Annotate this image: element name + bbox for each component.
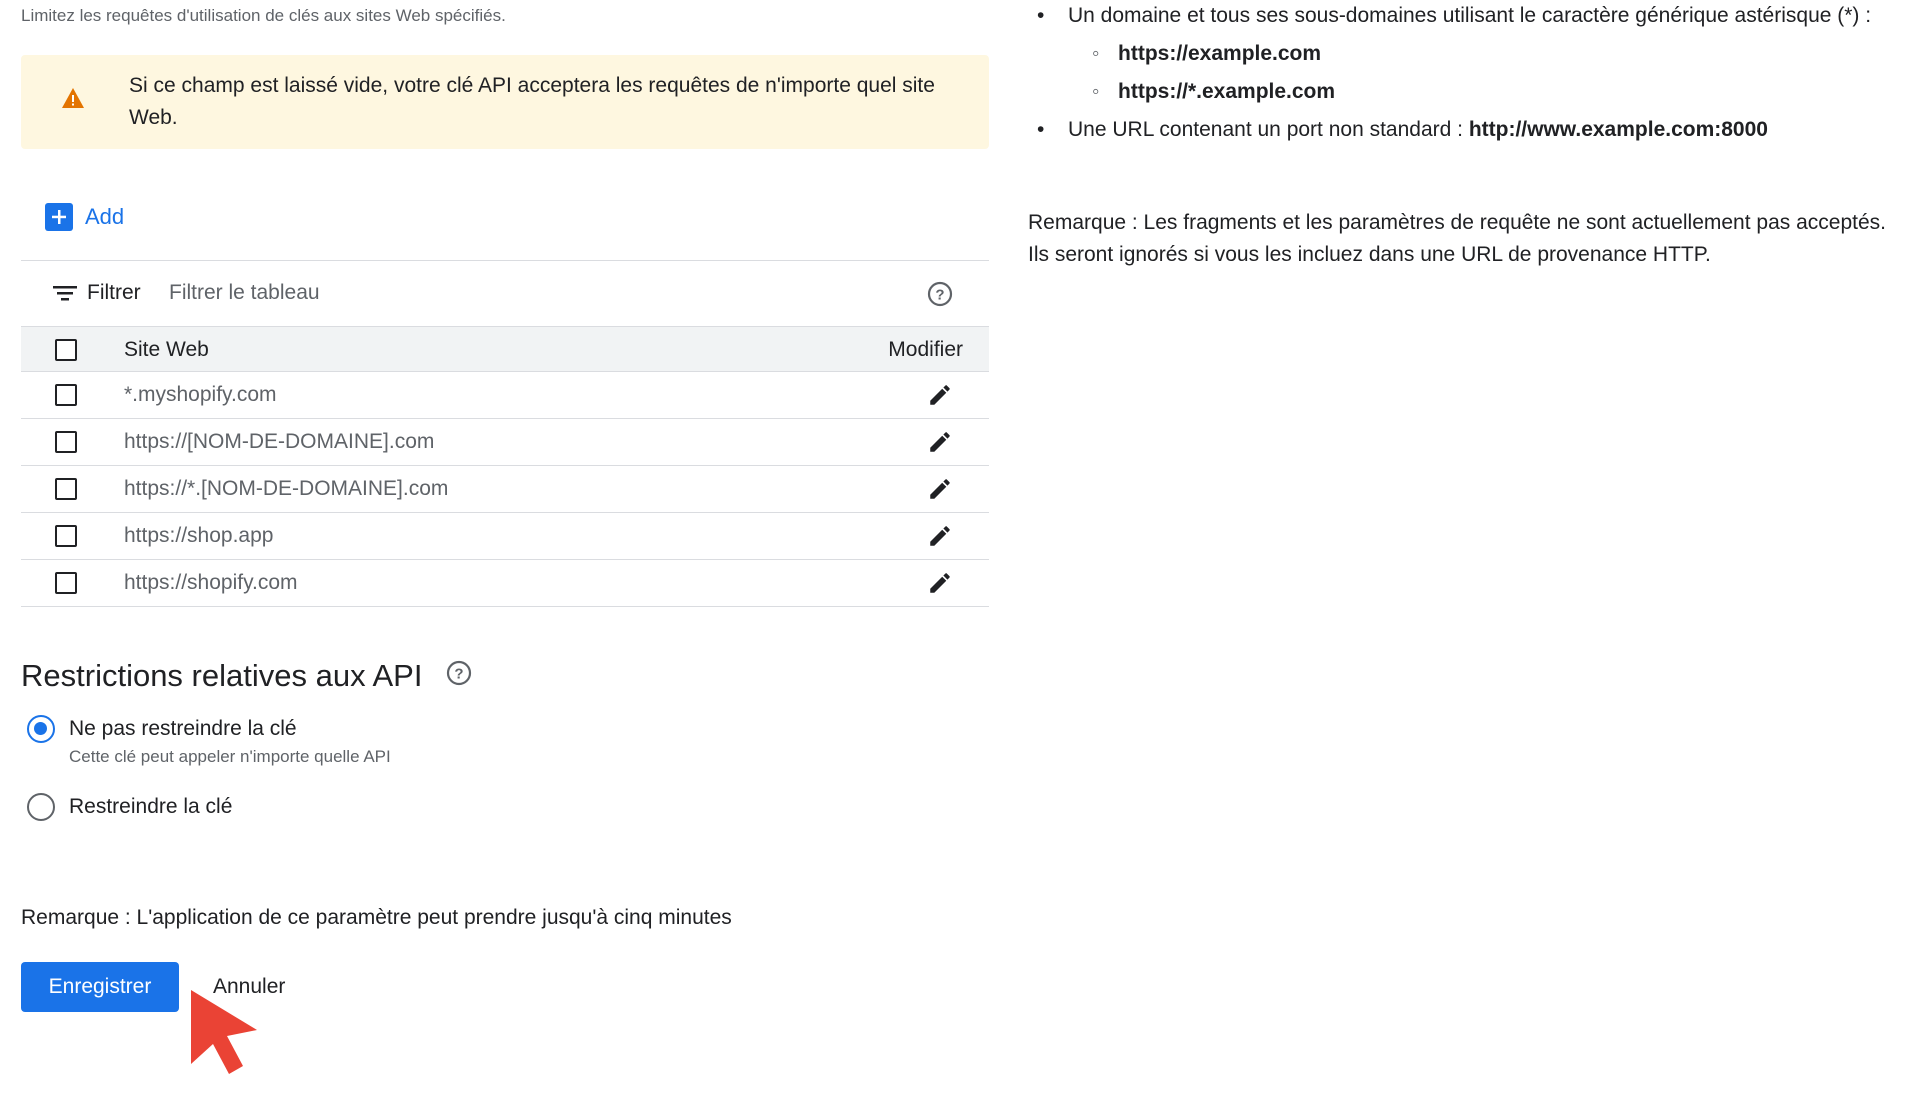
svg-text:?: ? bbox=[454, 665, 465, 683]
warning-triangle-icon bbox=[61, 87, 85, 114]
row-checkbox[interactable] bbox=[55, 384, 77, 406]
propagation-note: Remarque : L'application de ce paramètre peut prendre jusqu'à cinq minutes bbox=[21, 906, 732, 929]
filter-input[interactable] bbox=[169, 277, 769, 309]
row-checkbox[interactable] bbox=[55, 478, 77, 500]
radio-no-restrict[interactable] bbox=[27, 715, 391, 767]
filter-icon bbox=[53, 284, 77, 307]
mouse-pointer-icon bbox=[187, 986, 263, 1083]
filter-label: Filtrer bbox=[87, 281, 141, 304]
radio-button-checked[interactable] bbox=[27, 715, 55, 743]
row-site: https://[NOM-DE-DOMAINE].com bbox=[124, 430, 435, 453]
svg-text:?: ? bbox=[935, 286, 945, 304]
select-all-checkbox[interactable] bbox=[55, 339, 77, 361]
warning-text: Si ce champ est laissé vide, votre clé API acceptera les requêtes de n'importe quel site Web. bbox=[129, 74, 935, 129]
radio-restrict[interactable] bbox=[27, 793, 232, 821]
pencil-icon[interactable] bbox=[927, 523, 953, 554]
pencil-icon[interactable] bbox=[927, 476, 953, 507]
table-header bbox=[21, 326, 989, 372]
pencil-icon[interactable] bbox=[927, 570, 953, 601]
row-checkbox[interactable] bbox=[55, 431, 77, 453]
save-button[interactable]: Enregistrer bbox=[21, 962, 179, 1012]
column-header-site: Site Web bbox=[124, 338, 209, 361]
add-button-label: Add bbox=[85, 204, 125, 229]
websites-table bbox=[21, 260, 989, 607]
radio-restrict-label: Restreindre la clé bbox=[69, 795, 233, 818]
row-checkbox[interactable] bbox=[55, 572, 77, 594]
list-item: ◦ https://*.example.com bbox=[1028, 76, 1888, 108]
help-icon[interactable] bbox=[446, 658, 472, 694]
warning-banner bbox=[21, 55, 989, 149]
fragments-note: Remarque : Les fragments et les paramètres de requête ne sont actuellement pas acceptés. Ils seront ignorés si vous les incluez dans une URL de provenance HTTP. bbox=[1028, 211, 1886, 266]
list-item: ◦ https://example.com bbox=[1028, 38, 1888, 70]
list-item: • Un domaine et tous ses sous-domaines utilisant le caractère générique astérisque (*) : bbox=[1028, 0, 1888, 32]
table-row bbox=[21, 419, 989, 466]
column-header-edit: Modifier bbox=[888, 338, 963, 361]
row-site: https://shop.app bbox=[124, 524, 274, 547]
radio-no-restrict-sub: Cette clé peut appeler n'importe quelle API bbox=[69, 747, 391, 766]
row-checkbox[interactable] bbox=[55, 525, 77, 547]
row-site: https://shopify.com bbox=[124, 571, 298, 594]
table-row bbox=[21, 513, 989, 560]
referrer-hint: Limitez les requêtes d'utilisation de clés aux sites Web spécifiés. bbox=[21, 6, 506, 25]
table-row bbox=[21, 372, 989, 419]
api-restrictions-heading: Restrictions relatives aux API bbox=[21, 658, 423, 693]
row-site: https://*.[NOM-DE-DOMAINE].com bbox=[124, 477, 449, 500]
filter-bar bbox=[21, 260, 989, 326]
referrer-examples bbox=[1028, 0, 1888, 146]
add-button[interactable] bbox=[45, 203, 124, 231]
port-example-prefix: Une URL contenant un port non standard : bbox=[1068, 118, 1469, 141]
api-restrictions-title bbox=[21, 658, 472, 694]
radio-button-unchecked[interactable] bbox=[27, 793, 55, 821]
row-site: *.myshopify.com bbox=[124, 383, 277, 406]
pencil-icon[interactable] bbox=[927, 382, 953, 413]
radio-no-restrict-label: Ne pas restreindre la clé bbox=[69, 717, 297, 740]
plus-icon bbox=[45, 203, 73, 231]
table-row bbox=[21, 560, 989, 607]
list-item bbox=[1028, 114, 1888, 146]
cancel-button[interactable]: Annuler bbox=[201, 962, 297, 1012]
help-icon[interactable] bbox=[927, 281, 953, 312]
pencil-icon[interactable] bbox=[927, 429, 953, 460]
table-row bbox=[21, 466, 989, 513]
port-example-url: http://www.example.com:8000 bbox=[1468, 118, 1768, 141]
